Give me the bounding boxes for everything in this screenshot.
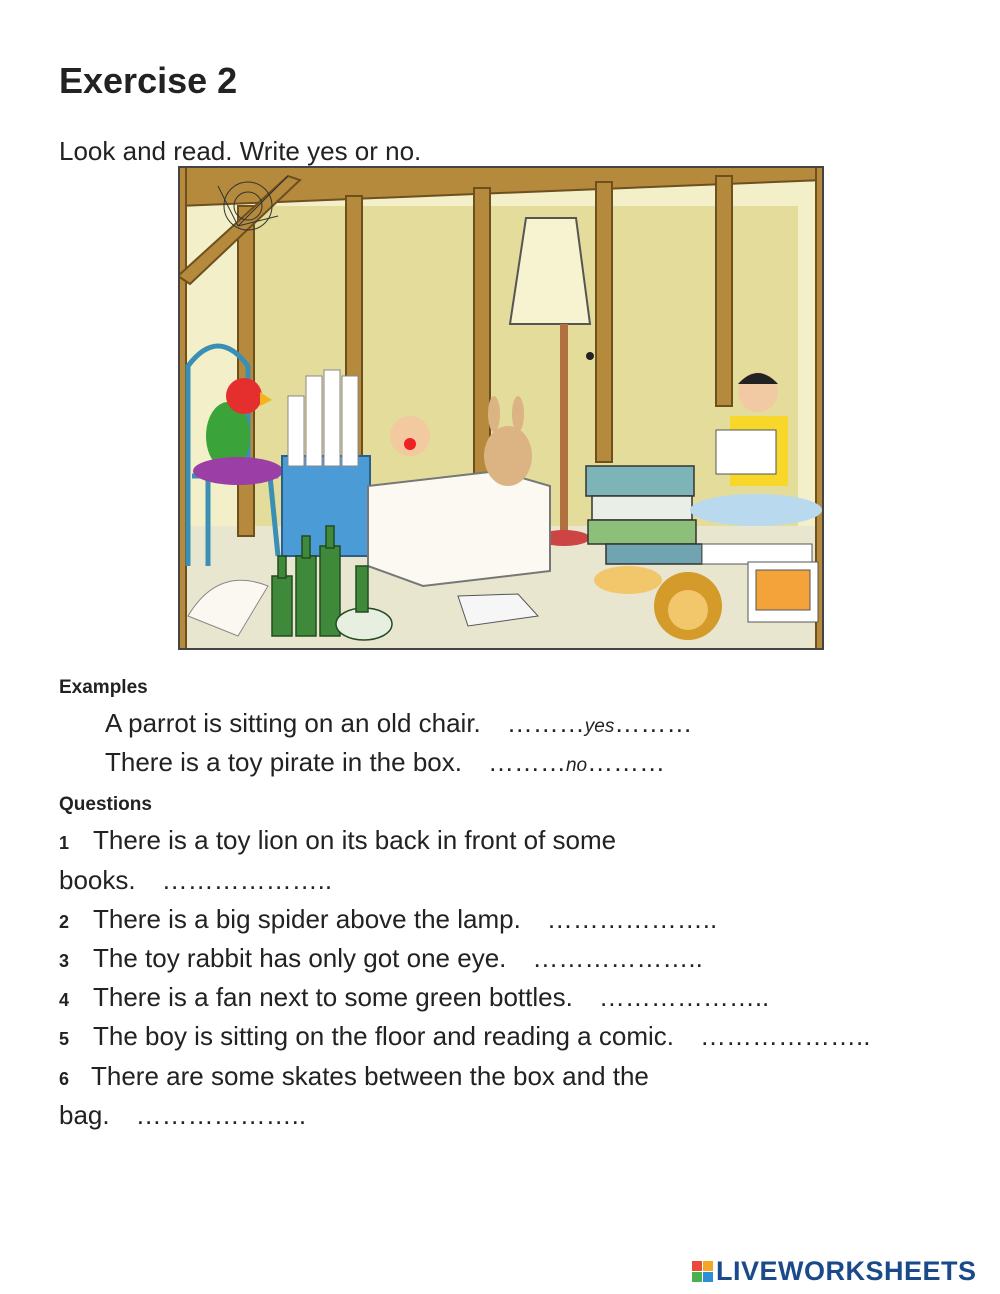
question-1-text-line1: There is a toy lion on its back in front of some — [93, 825, 617, 855]
question-number: 1 — [59, 833, 70, 853]
answer-field-3[interactable]: ……………….. — [532, 943, 703, 973]
example-2-dots-after: ……… — [587, 747, 666, 777]
question-number: 4 — [59, 990, 70, 1010]
liveworksheets-logo — [692, 1256, 977, 1287]
examples-heading: Examples — [59, 677, 148, 698]
rabbit-icon — [484, 426, 532, 486]
question-5 — [59, 1021, 870, 1052]
answer-field-2[interactable]: ……………….. — [546, 904, 718, 934]
answer-field-5[interactable]: ……………….. — [700, 1021, 871, 1051]
question-number: 3 — [59, 951, 70, 971]
logo-square — [703, 1272, 713, 1282]
instruction: Look and read. Write yes or no. — [59, 136, 422, 166]
attic-illustration — [178, 166, 824, 650]
example-1-text: A parrot is sitting on an old chair. — [105, 708, 481, 738]
spider-icon — [586, 352, 594, 360]
questions-heading: Questions — [59, 794, 152, 815]
question-1-text-line2: books. — [59, 865, 136, 895]
example-1-dots-after: ……… — [614, 708, 693, 738]
question-6-text-line1: There are some skates between the box and the — [91, 1061, 649, 1091]
question-1-cont — [59, 865, 332, 896]
logo-grid-icon — [692, 1261, 713, 1282]
logo-square — [703, 1261, 713, 1271]
example-2 — [105, 747, 665, 778]
question-1 — [59, 825, 616, 856]
example-2-answer: no — [565, 755, 588, 776]
question-2 — [59, 904, 717, 935]
question-3-text: The toy rabbit has only got one eye. — [93, 943, 507, 973]
question-4-text: There is a fan next to some green bottles. — [93, 982, 573, 1012]
answer-field-1[interactable]: ……………….. — [161, 865, 333, 895]
answer-field-4[interactable]: ……………….. — [598, 982, 770, 1012]
example-2-text: There is a toy pirate in the box. — [105, 747, 462, 777]
question-number: 2 — [59, 912, 70, 932]
logo-text: LIVEWORKSHEETS — [716, 1256, 977, 1286]
question-6-cont — [59, 1100, 306, 1131]
example-1-dots-before: ……… — [506, 708, 585, 738]
question-6-text-line2: bag. — [59, 1100, 110, 1130]
question-5-text: The boy is sitting on the floor and reading a comic. — [93, 1021, 674, 1051]
question-6 — [59, 1061, 649, 1092]
logo-square — [692, 1272, 702, 1282]
example-1-answer: yes — [584, 716, 615, 737]
question-number: 5 — [59, 1029, 70, 1049]
example-1 — [105, 708, 692, 739]
question-2-text: There is a big spider above the lamp. — [93, 904, 521, 934]
example-2-dots-before: ……… — [487, 747, 566, 777]
question-3 — [59, 943, 703, 974]
answer-field-6[interactable]: ……………….. — [135, 1100, 307, 1130]
question-4 — [59, 982, 769, 1013]
page-title: Exercise 2 — [59, 60, 238, 101]
logo-square — [692, 1261, 702, 1271]
question-number: 6 — [59, 1069, 70, 1089]
